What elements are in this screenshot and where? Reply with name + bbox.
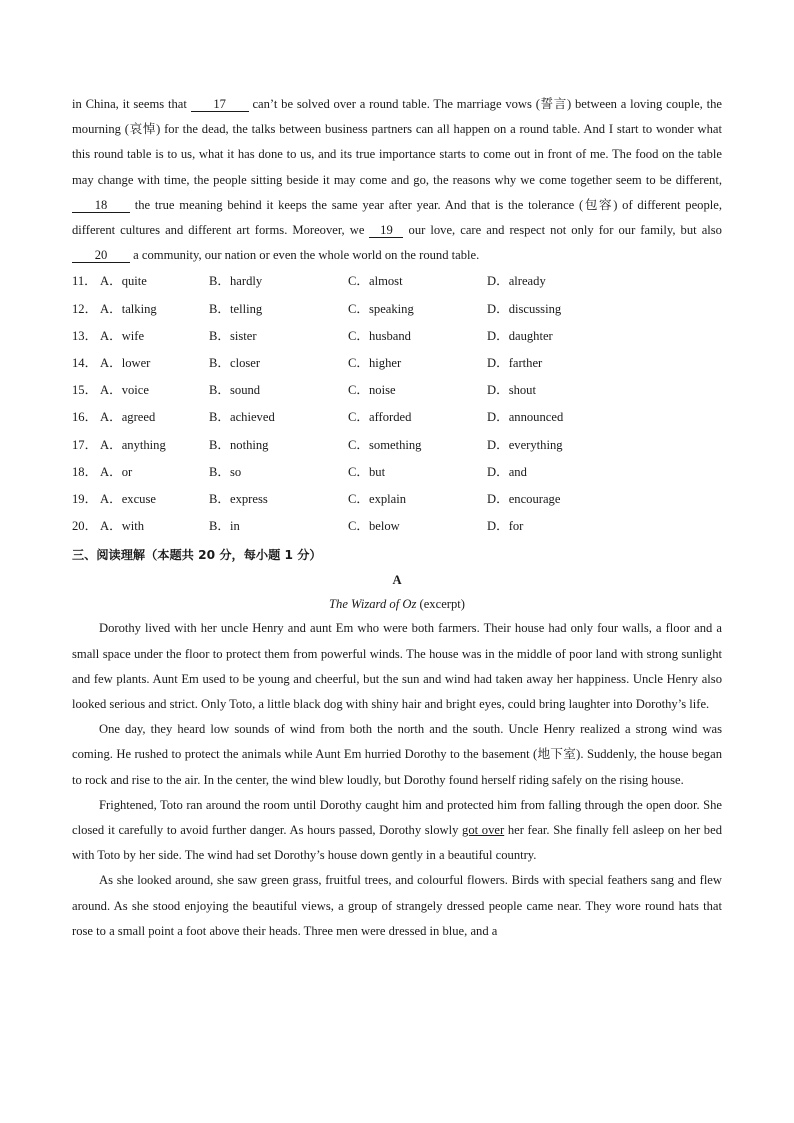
underlined-phrase: got over bbox=[462, 822, 505, 837]
option-d: D．already bbox=[487, 274, 546, 289]
option-d: D．daughter bbox=[487, 328, 553, 343]
option-row-18 bbox=[72, 459, 722, 486]
option-c: C．husband bbox=[348, 328, 411, 343]
question-number: 12． bbox=[72, 301, 98, 316]
option-d: D．for bbox=[487, 519, 524, 534]
question-number: 13． bbox=[72, 328, 98, 343]
option-c: C．noise bbox=[348, 383, 396, 398]
option-d: D．encourage bbox=[487, 491, 561, 506]
paragraph-3 bbox=[72, 793, 722, 869]
option-c: C．explain bbox=[348, 491, 407, 506]
paragraph-2: One day, they heard low sounds of wind from both the north and the south. Uncle Henry realized a strong wind was coming. He rushed to protect the animals while Aunt Em hurried Dorothy to the basement (地下室). Suddenly, the house began to rock and rise to the air. In the center, the wind blew loudly, but Dorothy found herself riding safely on the rising house. bbox=[72, 722, 722, 787]
option-c: C．higher bbox=[348, 355, 402, 370]
option-a: A．or bbox=[100, 464, 133, 479]
passage-label: A bbox=[392, 573, 402, 588]
option-b: B．achieved bbox=[209, 410, 275, 425]
option-b: B．in bbox=[209, 519, 240, 534]
option-b: B．telling bbox=[209, 301, 263, 316]
option-c: C．below bbox=[348, 519, 400, 534]
option-a: A．quite bbox=[100, 274, 147, 289]
option-d: D．farther bbox=[487, 355, 543, 370]
passage-text: can’t be solved over a round table. The marriage vows (誓言) between a loving couple, the mourning (哀悼) for the dead, the talks between business partners can all happen on a round table. And I start to wonder what this round table is to us, what it has done to us, and its true importance starts to come out in front of me. The food on the table may change with time, the people sitting beside it may come and go, the reasons why we come together seem to be different, bbox=[72, 97, 723, 187]
question-number: 19． bbox=[72, 491, 98, 506]
option-a: A．lower bbox=[100, 355, 151, 370]
passage-text: our love, care and respect not only for our family, but also bbox=[408, 223, 722, 238]
option-d: D．everything bbox=[487, 437, 563, 452]
option-c: C．almost bbox=[348, 274, 403, 289]
option-a: A．with bbox=[100, 519, 145, 534]
option-row-17 bbox=[72, 432, 722, 459]
question-number: 17． bbox=[72, 437, 98, 452]
passage-text: a community, our nation or even the whole world on the round table. bbox=[133, 248, 480, 263]
option-c: C．afforded bbox=[348, 410, 412, 425]
blank-19: 19 bbox=[369, 223, 403, 238]
option-d: D．announced bbox=[487, 410, 564, 425]
option-row-20 bbox=[72, 513, 722, 540]
option-c: C．speaking bbox=[348, 301, 414, 316]
paragraph-1: Dorothy lived with her uncle Henry and aunt Em who were both farmers. Their house had only four walls, a floor and a small space under the floor to protect them from powerful winds. The house was in the middle of poor land with strong sunlight and few plants. Aunt Em used to be young and cheerful, but the sun and wind had taken away her happiness. Uncle Henry also looked serious and strict. Only Toto, a little black dog with shiny hair and bright eyes, could bring laughter into Dorothy’s life. bbox=[72, 621, 722, 711]
option-b: B．hardly bbox=[209, 274, 263, 289]
option-row-14 bbox=[72, 350, 722, 377]
blank-17: 17 bbox=[191, 97, 249, 112]
option-d: D．and bbox=[487, 464, 527, 479]
option-row-13 bbox=[72, 323, 722, 350]
option-a: A．excuse bbox=[100, 491, 156, 506]
option-a: A．wife bbox=[100, 328, 145, 343]
cloze-passage-end bbox=[72, 92, 722, 268]
option-row-16 bbox=[72, 404, 722, 431]
question-number: 18． bbox=[72, 464, 98, 479]
option-c: C．but bbox=[348, 464, 386, 479]
question-number: 16． bbox=[72, 410, 98, 425]
option-a: A．talking bbox=[100, 301, 157, 316]
option-b: B．nothing bbox=[209, 437, 269, 452]
option-row-15 bbox=[72, 377, 722, 404]
question-number: 15． bbox=[72, 383, 98, 398]
passage-text: the true meaning behind it keeps the same year after year. And that is the tolerance (包容) of different people, different cultures and different art forms. Moreover, we bbox=[72, 197, 723, 238]
option-b: B．so bbox=[209, 464, 242, 479]
document-page bbox=[72, 92, 722, 944]
option-row-11 bbox=[72, 268, 722, 295]
option-c: C．something bbox=[348, 437, 422, 452]
blank-20: 20 bbox=[72, 248, 130, 263]
answer-options bbox=[72, 268, 722, 540]
option-b: B．sound bbox=[209, 383, 261, 398]
option-d: D．discussing bbox=[487, 301, 562, 316]
question-number: 20． bbox=[72, 519, 98, 534]
option-b: B．closer bbox=[209, 355, 261, 370]
option-b: B．sister bbox=[209, 328, 257, 343]
question-number: 14． bbox=[72, 355, 98, 370]
option-a: A．voice bbox=[100, 383, 149, 398]
passage-text: in China, it seems that bbox=[72, 97, 187, 111]
option-a: A．agreed bbox=[100, 410, 156, 425]
passage-title bbox=[72, 592, 722, 616]
option-b: B．express bbox=[209, 491, 268, 506]
option-d: D．shout bbox=[487, 383, 536, 398]
paragraph-text: her fear. She finally fell asleep on her bed with Toto by her side. The wind had set Dorothy’s house down gently in a beautiful country. bbox=[72, 822, 722, 863]
paragraph-4: As she looked around, she saw green grass, fruitful trees, and colourful flowers. Birds with special feathers sang and flew around. As she stood enjoying the beautiful views, a group of strangely dressed people came near. They wore round hats that rose to a small point a foot above their heads. Three men were dressed in blue, and a bbox=[72, 873, 722, 938]
title-suffix: (excerpt) bbox=[416, 597, 465, 612]
option-a: A．anything bbox=[100, 437, 166, 452]
option-row-12 bbox=[72, 296, 722, 323]
blank-18: 18 bbox=[72, 198, 130, 213]
book-title: The Wizard of Oz bbox=[329, 597, 417, 612]
option-row-19 bbox=[72, 486, 722, 513]
paragraph-text: Frightened, Toto ran around the room until Dorothy caught him and protected him from falling through the open door. She closed it carefully to avoid further danger. As hours passed, Dorothy slowly bbox=[72, 797, 722, 837]
question-number: 11． bbox=[72, 274, 97, 289]
section-heading: 三、阅读理解（本题共 20 分，每小题 1 分） bbox=[72, 548, 322, 563]
